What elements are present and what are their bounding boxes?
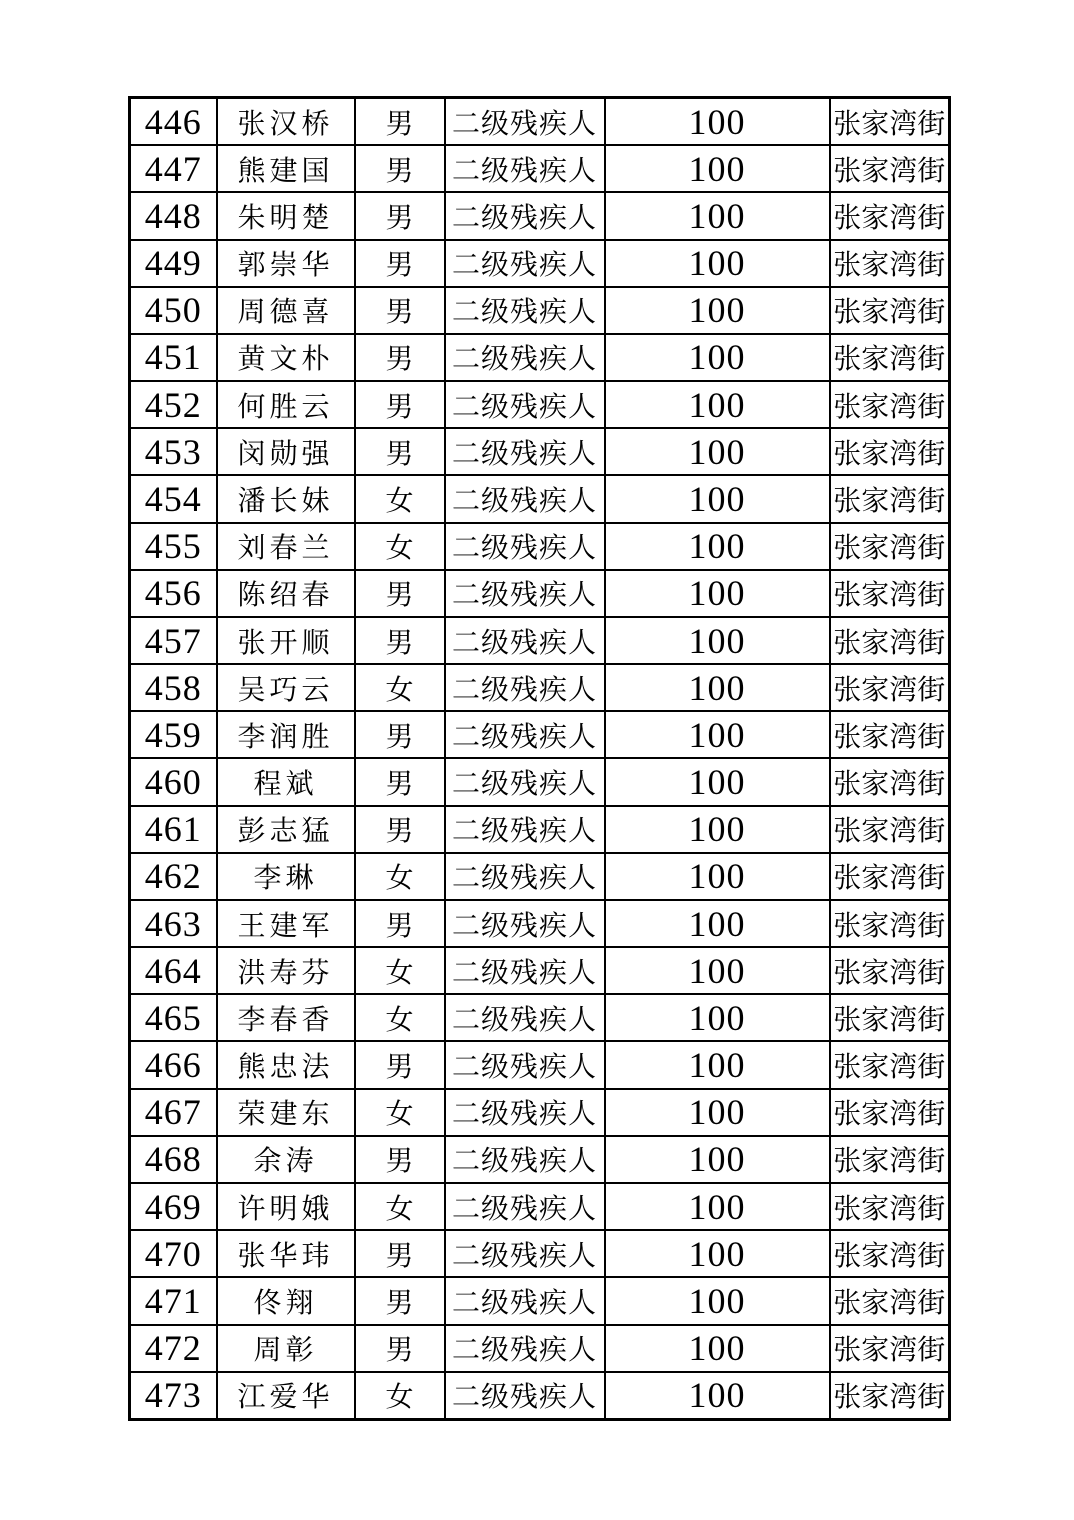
cell-name: 陈绍春 [217, 570, 355, 617]
cell-amount: 100 [605, 711, 830, 758]
cell-category: 二级残疾人 [445, 711, 605, 758]
table-row [130, 1183, 950, 1230]
cell-street: 张家湾街 [830, 475, 950, 522]
cell-gender: 男 [355, 806, 445, 853]
table-row [130, 617, 950, 664]
table-row [130, 192, 950, 239]
cell-gender: 男 [355, 192, 445, 239]
cell-amount: 100 [605, 1230, 830, 1277]
cell-no: 460 [130, 758, 217, 805]
cell-gender: 男 [355, 1277, 445, 1324]
cell-street: 张家湾街 [830, 1183, 950, 1230]
cell-category: 二级残疾人 [445, 381, 605, 428]
cell-name: 余涛 [217, 1136, 355, 1183]
cell-amount: 100 [605, 1183, 830, 1230]
table-row [130, 1277, 950, 1324]
cell-amount: 100 [605, 617, 830, 664]
cell-no: 446 [130, 98, 217, 146]
table-row [130, 381, 950, 428]
cell-gender: 女 [355, 523, 445, 570]
cell-gender: 男 [355, 98, 445, 146]
cell-category: 二级残疾人 [445, 98, 605, 146]
cell-amount: 100 [605, 334, 830, 381]
cell-gender: 男 [355, 617, 445, 664]
cell-category: 二级残疾人 [445, 758, 605, 805]
cell-category: 二级残疾人 [445, 1136, 605, 1183]
cell-gender: 男 [355, 428, 445, 475]
cell-street: 张家湾街 [830, 1230, 950, 1277]
cell-no: 461 [130, 806, 217, 853]
cell-category: 二级残疾人 [445, 900, 605, 947]
cell-category: 二级残疾人 [445, 334, 605, 381]
table-row [130, 98, 950, 146]
cell-name: 吴巧云 [217, 664, 355, 711]
cell-name: 潘长妹 [217, 475, 355, 522]
cell-name: 郭崇华 [217, 240, 355, 287]
cell-gender: 男 [355, 1136, 445, 1183]
cell-gender: 女 [355, 1089, 445, 1136]
cell-no: 448 [130, 192, 217, 239]
table-row [130, 1230, 950, 1277]
table-row [130, 947, 950, 994]
cell-category: 二级残疾人 [445, 1183, 605, 1230]
cell-gender: 男 [355, 711, 445, 758]
table-row [130, 145, 950, 192]
cell-name: 李琳 [217, 853, 355, 900]
cell-street: 张家湾街 [830, 711, 950, 758]
cell-street: 张家湾街 [830, 1136, 950, 1183]
cell-no: 457 [130, 617, 217, 664]
cell-gender: 女 [355, 853, 445, 900]
cell-no: 467 [130, 1089, 217, 1136]
cell-category: 二级残疾人 [445, 806, 605, 853]
cell-no: 473 [130, 1372, 217, 1420]
cell-amount: 100 [605, 1325, 830, 1372]
cell-name: 何胜云 [217, 381, 355, 428]
table-row [130, 994, 950, 1041]
cell-amount: 100 [605, 145, 830, 192]
cell-name: 王建军 [217, 900, 355, 947]
cell-street: 张家湾街 [830, 994, 950, 1041]
cell-street: 张家湾街 [830, 1325, 950, 1372]
table-row [130, 853, 950, 900]
cell-street: 张家湾街 [830, 1089, 950, 1136]
cell-amount: 100 [605, 758, 830, 805]
cell-street: 张家湾街 [830, 947, 950, 994]
cell-amount: 100 [605, 1136, 830, 1183]
cell-category: 二级残疾人 [445, 1372, 605, 1420]
cell-no: 452 [130, 381, 217, 428]
cell-gender: 男 [355, 570, 445, 617]
cell-no: 464 [130, 947, 217, 994]
cell-gender: 女 [355, 1372, 445, 1420]
cell-name: 刘春兰 [217, 523, 355, 570]
cell-name: 江爱华 [217, 1372, 355, 1420]
table-row [130, 287, 950, 334]
cell-no: 463 [130, 900, 217, 947]
table-row [130, 334, 950, 381]
cell-name: 张开顺 [217, 617, 355, 664]
cell-gender: 女 [355, 947, 445, 994]
cell-no: 466 [130, 1041, 217, 1088]
cell-street: 张家湾街 [830, 381, 950, 428]
cell-street: 张家湾街 [830, 240, 950, 287]
table-row [130, 758, 950, 805]
cell-name: 朱明楚 [217, 192, 355, 239]
cell-street: 张家湾街 [830, 1041, 950, 1088]
cell-amount: 100 [605, 98, 830, 146]
cell-no: 459 [130, 711, 217, 758]
cell-gender: 男 [355, 1230, 445, 1277]
cell-amount: 100 [605, 1277, 830, 1324]
cell-no: 462 [130, 853, 217, 900]
cell-gender: 男 [355, 334, 445, 381]
cell-amount: 100 [605, 287, 830, 334]
cell-gender: 男 [355, 240, 445, 287]
cell-no: 469 [130, 1183, 217, 1230]
cell-amount: 100 [605, 192, 830, 239]
table-row [130, 1372, 950, 1420]
cell-street: 张家湾街 [830, 617, 950, 664]
cell-no: 450 [130, 287, 217, 334]
cell-no: 468 [130, 1136, 217, 1183]
cell-gender: 女 [355, 664, 445, 711]
cell-category: 二级残疾人 [445, 853, 605, 900]
cell-category: 二级残疾人 [445, 475, 605, 522]
cell-name: 周彰 [217, 1325, 355, 1372]
cell-street: 张家湾街 [830, 287, 950, 334]
cell-category: 二级残疾人 [445, 664, 605, 711]
cell-gender: 男 [355, 1325, 445, 1372]
cell-street: 张家湾街 [830, 334, 950, 381]
cell-category: 二级残疾人 [445, 994, 605, 1041]
cell-street: 张家湾街 [830, 758, 950, 805]
cell-no: 458 [130, 664, 217, 711]
cell-category: 二级残疾人 [445, 1325, 605, 1372]
cell-category: 二级残疾人 [445, 1089, 605, 1136]
cell-street: 张家湾街 [830, 1372, 950, 1420]
cell-gender: 女 [355, 475, 445, 522]
table-row [130, 900, 950, 947]
cell-gender: 男 [355, 758, 445, 805]
table-row [130, 711, 950, 758]
cell-name: 周德喜 [217, 287, 355, 334]
cell-category: 二级残疾人 [445, 1277, 605, 1324]
cell-gender: 女 [355, 1183, 445, 1230]
cell-street: 张家湾街 [830, 570, 950, 617]
cell-amount: 100 [605, 523, 830, 570]
cell-name: 洪寿芬 [217, 947, 355, 994]
cell-no: 465 [130, 994, 217, 1041]
cell-category: 二级残疾人 [445, 192, 605, 239]
cell-category: 二级残疾人 [445, 617, 605, 664]
cell-name: 熊忠法 [217, 1041, 355, 1088]
cell-name: 张汉桥 [217, 98, 355, 146]
cell-category: 二级残疾人 [445, 287, 605, 334]
cell-street: 张家湾街 [830, 523, 950, 570]
cell-street: 张家湾街 [830, 900, 950, 947]
cell-name: 闵勋强 [217, 428, 355, 475]
cell-no: 472 [130, 1325, 217, 1372]
cell-name: 李春香 [217, 994, 355, 1041]
cell-category: 二级残疾人 [445, 570, 605, 617]
cell-no: 453 [130, 428, 217, 475]
cell-gender: 男 [355, 1041, 445, 1088]
table-row [130, 1325, 950, 1372]
cell-street: 张家湾街 [830, 664, 950, 711]
table-row [130, 475, 950, 522]
table-row [130, 428, 950, 475]
cell-street: 张家湾街 [830, 98, 950, 146]
cell-amount: 100 [605, 1041, 830, 1088]
cell-category: 二级残疾人 [445, 523, 605, 570]
cell-amount: 100 [605, 994, 830, 1041]
table-row [130, 1089, 950, 1136]
roster-table [128, 96, 951, 1421]
cell-gender: 男 [355, 900, 445, 947]
cell-amount: 100 [605, 1372, 830, 1420]
cell-amount: 100 [605, 900, 830, 947]
cell-no: 449 [130, 240, 217, 287]
table-row [130, 523, 950, 570]
table-row [130, 664, 950, 711]
cell-category: 二级残疾人 [445, 145, 605, 192]
cell-name: 程斌 [217, 758, 355, 805]
cell-no: 447 [130, 145, 217, 192]
cell-no: 455 [130, 523, 217, 570]
cell-gender: 男 [355, 145, 445, 192]
cell-street: 张家湾街 [830, 806, 950, 853]
cell-street: 张家湾街 [830, 192, 950, 239]
cell-name: 荣建东 [217, 1089, 355, 1136]
cell-amount: 100 [605, 240, 830, 287]
cell-category: 二级残疾人 [445, 428, 605, 475]
table-row [130, 806, 950, 853]
cell-street: 张家湾街 [830, 1277, 950, 1324]
cell-amount: 100 [605, 475, 830, 522]
cell-category: 二级残疾人 [445, 240, 605, 287]
cell-amount: 100 [605, 664, 830, 711]
cell-name: 李润胜 [217, 711, 355, 758]
cell-name: 熊建国 [217, 145, 355, 192]
cell-no: 454 [130, 475, 217, 522]
cell-name: 张华玮 [217, 1230, 355, 1277]
cell-no: 451 [130, 334, 217, 381]
table-row [130, 1041, 950, 1088]
cell-no: 456 [130, 570, 217, 617]
cell-street: 张家湾街 [830, 428, 950, 475]
table-body [130, 98, 950, 1420]
cell-no: 471 [130, 1277, 217, 1324]
cell-street: 张家湾街 [830, 145, 950, 192]
cell-gender: 男 [355, 381, 445, 428]
cell-name: 彭志猛 [217, 806, 355, 853]
cell-category: 二级残疾人 [445, 1230, 605, 1277]
cell-category: 二级残疾人 [445, 947, 605, 994]
cell-name: 黄文朴 [217, 334, 355, 381]
cell-name: 许明娥 [217, 1183, 355, 1230]
cell-name: 佟翔 [217, 1277, 355, 1324]
cell-amount: 100 [605, 381, 830, 428]
cell-amount: 100 [605, 570, 830, 617]
cell-no: 470 [130, 1230, 217, 1277]
cell-gender: 男 [355, 287, 445, 334]
cell-amount: 100 [605, 853, 830, 900]
cell-amount: 100 [605, 806, 830, 853]
table-row [130, 570, 950, 617]
table-row [130, 1136, 950, 1183]
cell-gender: 女 [355, 994, 445, 1041]
table-row [130, 240, 950, 287]
cell-amount: 100 [605, 428, 830, 475]
cell-amount: 100 [605, 947, 830, 994]
cell-amount: 100 [605, 1089, 830, 1136]
cell-category: 二级残疾人 [445, 1041, 605, 1088]
cell-street: 张家湾街 [830, 853, 950, 900]
